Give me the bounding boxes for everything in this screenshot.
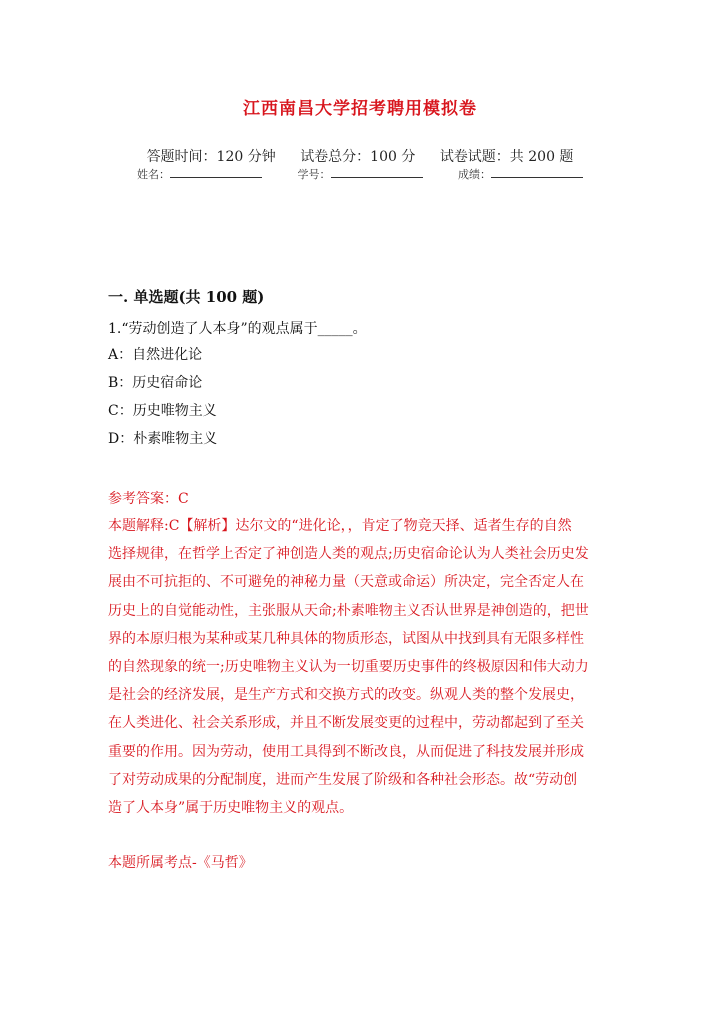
exam-question-count: 试卷试题：共 200 题	[439, 149, 574, 165]
exam-meta	[0, 146, 720, 166]
explanation-line: 重要的作用。因为劳动，使用工具得到不断改良，从而促进了科技发展并形成	[108, 743, 584, 760]
exam-time: 答题时间：120 分钟	[146, 149, 276, 165]
grade-field	[458, 166, 583, 182]
reference-answer: 参考答案：C	[108, 491, 189, 507]
explanation-line: 在人类进化、社会关系形成，并且不断发展变更的过程中，劳动都起到了至关	[108, 715, 584, 732]
name-label: 姓名：	[137, 168, 170, 181]
explanation-line: 选择规律，在哲学上否定了神创造人类的观点;历史宿命论认为人类社会历史发	[108, 546, 589, 563]
name-blank	[170, 167, 262, 178]
option-b: B：历史宿命论	[108, 375, 203, 391]
option-c: C：历史唯物主义	[108, 403, 217, 419]
question-topic: 本题所属考点-《马哲》	[108, 855, 253, 871]
student-id-blank	[331, 167, 423, 178]
explanation-line: 本题解释:C【解析】达尔文的“进化论，，肯定了物竞天择、适者生存的自然	[108, 518, 572, 534]
answer-explanation	[108, 512, 618, 822]
explanation-line: 历史上的自觉能动性，主张服从天命;朴素唯物主义否认世界是神创造的，把世	[108, 602, 589, 619]
grade-blank	[491, 167, 583, 178]
grade-label: 成绩：	[458, 168, 491, 181]
option-a: A：自然进化论	[108, 347, 203, 363]
explanation-line: 展由不可抗拒的、不可避免的神秘力量（天意或命运）所决定，完全否定人在	[108, 574, 584, 591]
exam-title: 江西南昌大学招考聘用模拟卷	[243, 99, 477, 119]
question-options	[108, 346, 217, 458]
explanation-line: 的自然现象的统一;历史唯物主义认为一切重要历史事件的终极原因和伟大动力	[108, 659, 589, 676]
student-fields	[0, 166, 720, 182]
student-id-field	[298, 166, 423, 182]
section-heading: 一. 单选题(共 100 题)	[108, 288, 265, 306]
explanation-line: 造了人本身”属于历史唯物主义的观点。	[108, 800, 354, 817]
question-stem: 1.“劳动创造了人本身”的观点属于_____。	[108, 321, 367, 337]
name-field	[137, 166, 262, 182]
explanation-line: 了对劳动成果的分配制度，进而产生发展了阶级和各种社会形态。故“劳动创	[108, 771, 578, 788]
exam-total-score: 试卷总分：100 分	[300, 149, 416, 165]
option-d: D：朴素唯物主义	[108, 431, 218, 447]
explanation-line: 是社会的经济发展，是生产方式和交换方式的改变。纵观人类的整个发展史，	[108, 687, 584, 704]
explanation-line: 界的本原归根为某种或某几种具体的物质形态，试图从中找到具有无限多样性	[108, 630, 584, 647]
student-id-label: 学号：	[297, 168, 331, 181]
